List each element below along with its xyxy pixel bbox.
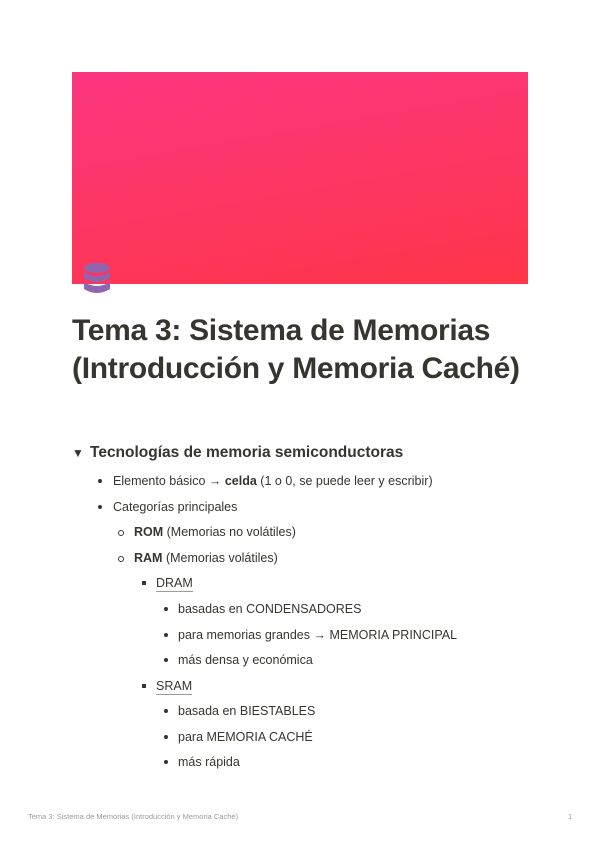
bullet-disc bbox=[164, 607, 168, 611]
item-bold: ROM bbox=[134, 525, 164, 539]
page-title: Tema 3: Sistema de Memorias (Introducción y Memoria Caché) bbox=[72, 314, 520, 385]
list-item: basada en BIESTABLES bbox=[178, 704, 316, 718]
item-bold: RAM bbox=[134, 551, 163, 565]
list-item: para MEMORIA CACHÉ bbox=[178, 730, 313, 744]
list-item-sram bbox=[156, 677, 192, 695]
bullet-disc bbox=[164, 735, 168, 739]
cover-image bbox=[72, 72, 528, 284]
page-number: 1 bbox=[568, 812, 573, 821]
list-item: más rápida bbox=[178, 755, 240, 769]
bullet-disc bbox=[98, 479, 102, 483]
item-text: (1 o 0, se puede leer y escribir) bbox=[256, 474, 433, 488]
database-icon bbox=[82, 262, 112, 298]
list-item-rom bbox=[134, 523, 296, 541]
bullet-square bbox=[142, 581, 146, 585]
list-item-elemento bbox=[113, 472, 433, 490]
list-item-categorias: Categorías principales bbox=[113, 500, 238, 514]
toggle-heading[interactable] bbox=[72, 444, 403, 462]
item-underlined: SRAM bbox=[156, 679, 193, 693]
bullet-disc bbox=[98, 505, 102, 509]
footer-text: Tema 3: Sistema de Memorias (Introducción y Memoria Caché) bbox=[28, 812, 239, 821]
bullet-disc bbox=[164, 658, 168, 662]
item-text: Elemento básico → bbox=[113, 474, 225, 488]
bullet-circle bbox=[118, 530, 124, 536]
toggle-heading-text: Tecnologías de memoria semiconductoras bbox=[90, 444, 404, 461]
item-text: (Memorias no volátiles) bbox=[163, 525, 296, 539]
bullet-circle bbox=[118, 556, 124, 562]
bullet-disc bbox=[164, 760, 168, 764]
bullet-disc bbox=[164, 709, 168, 713]
bullet-square bbox=[142, 684, 146, 688]
toggle-triangle-icon[interactable]: ▼ bbox=[72, 446, 84, 460]
item-bold: celda bbox=[224, 474, 257, 488]
list-item-ram bbox=[134, 549, 278, 567]
list-item: basadas en CONDENSADORES bbox=[178, 602, 362, 616]
item-text: (Memorias volátiles) bbox=[162, 551, 278, 565]
list-item: para memorias grandes → MEMORIA PRINCIPAL bbox=[178, 628, 458, 642]
list-item: más densa y económica bbox=[178, 653, 313, 667]
bullet-disc bbox=[164, 633, 168, 637]
list-item-dram bbox=[156, 574, 193, 592]
item-underlined: DRAM bbox=[156, 576, 193, 590]
